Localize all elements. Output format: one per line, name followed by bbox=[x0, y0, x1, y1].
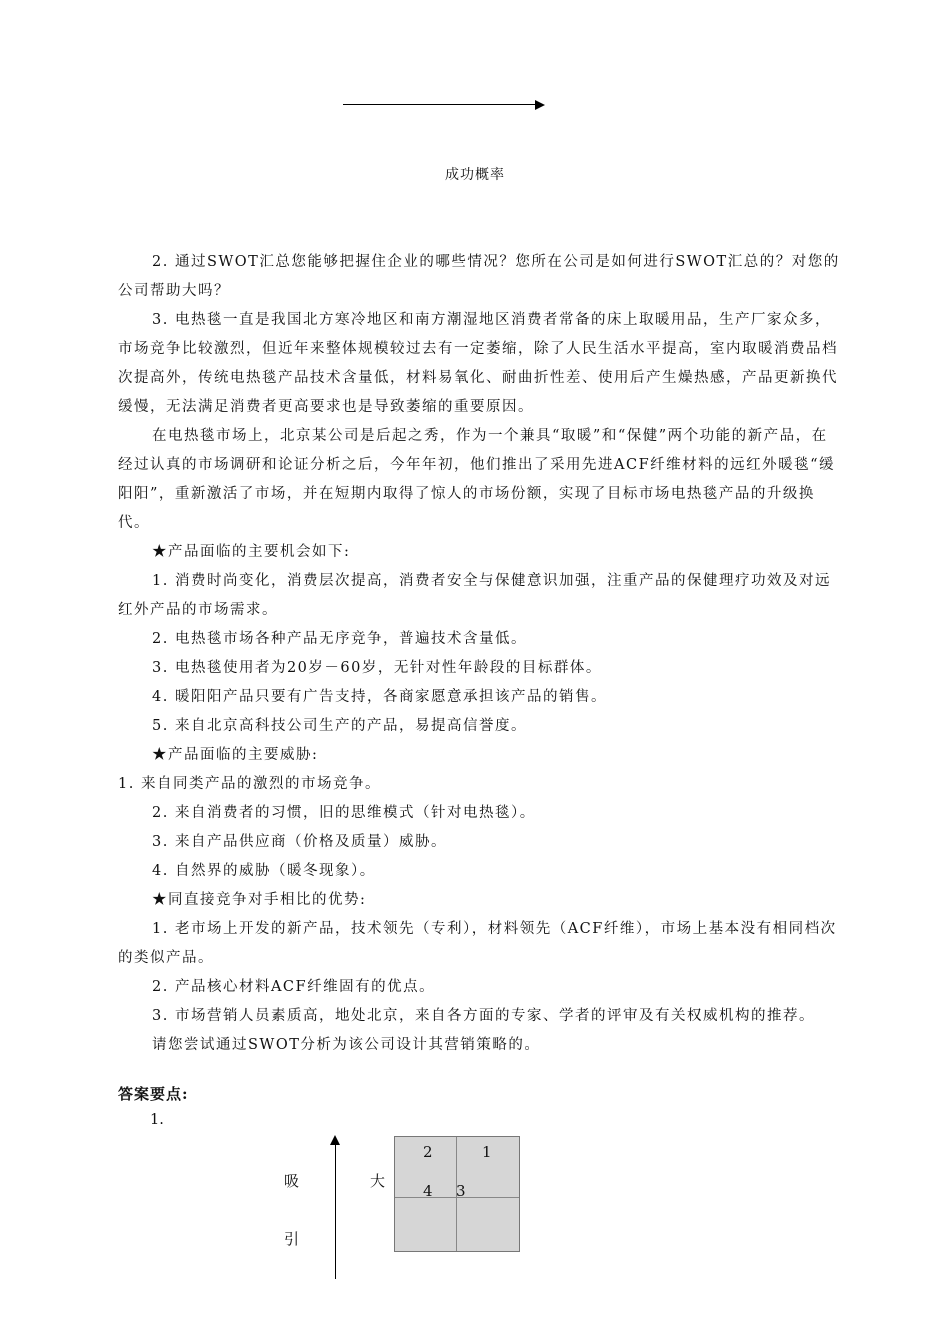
opportunity-item: 2. 电热毯市场各种产品无序竞争，普遍技术含量低。 bbox=[152, 631, 527, 647]
threat-item: 2. 来自消费者的习惯，旧的思维模式（针对电热毯）。 bbox=[152, 805, 536, 821]
y-axis-label-2: 引 bbox=[284, 1230, 300, 1248]
advantage-item: 1. 老市场上开发的新产品，技术领先（专利），材料领先（ACF纤维），市场上基本没有相同档次的类似产品。 bbox=[118, 921, 837, 966]
answer-number: 1. bbox=[150, 1112, 164, 1128]
matrix-cell-3: 3 bbox=[456, 1182, 466, 1200]
matrix-cell-1: 1 bbox=[482, 1143, 492, 1161]
threats-title: ★产品面临的主要威胁: bbox=[152, 747, 319, 763]
matrix-cell-4: 4 bbox=[423, 1182, 433, 1200]
advantage-item: 2. 产品核心材料ACF纤维固有的优点。 bbox=[152, 979, 436, 995]
opportunity-item: 3. 电热毯使用者为20岁－60岁，无针对性年龄段的目标群体。 bbox=[152, 660, 602, 676]
question-3: 3. 电热毯一直是我国北方寒冷地区和南方潮湿地区消费者常备的床上取暖用品，生产厂家众多，市场竞争比较激烈，但近年来整体规模较过去有一定萎缩，除了人民生活水平提高，室内取暖消费品档次提高外，传统电热毯产品技术含量低，材料易氧化、耐曲折性差、使用后产生燥热感，产品更新换代缓慢，无法满足消费者更高要求也是导致萎缩的重要原因。 bbox=[118, 312, 838, 415]
arrow-up-icon bbox=[330, 1135, 340, 1145]
task-prompt: 请您尝试通过SWOT分析为该公司设计其营销策略的。 bbox=[152, 1037, 541, 1053]
page-title: 成功概率 bbox=[445, 167, 505, 183]
big-label: 大 bbox=[370, 1172, 386, 1190]
advantages-title: ★同直接竞争对手相比的优势: bbox=[152, 892, 367, 908]
threat-item: 1. 来自同类产品的激烈的市场竞争。 bbox=[118, 776, 381, 792]
question-3-case: 在电热毯市场上，北京某公司是后起之秀，作为一个兼具“取暖”和“保健”两个功能的新产品，在经过认真的市场调研和论证分析之后，今年年初，他们推出了采用先进ACF纤维材料的远红外暖毯“缓阳阳”，重新激活了市场，并在短期内取得了惊人的市场份额，实现了目标市场电热毯产品的升级换代。 bbox=[118, 428, 836, 531]
arrow-right-icon bbox=[535, 100, 545, 110]
y-axis bbox=[335, 1145, 336, 1279]
opportunities-title: ★产品面临的主要机会如下: bbox=[152, 544, 351, 560]
opportunity-item: 1. 消费时尚变化，消费层次提高，消费者安全与保健意识加强，注重产品的保健理疗功效及对远红外产品的市场需求。 bbox=[118, 573, 831, 618]
opportunity-item: 4. 暖阳阳产品只要有广告支持，各商家愿意承担该产品的销售。 bbox=[152, 689, 607, 705]
advantage-item: 3. 市场营销人员素质高，地处北京，来自各方面的专家、学者的评审及有关权威机构的推荐。 bbox=[152, 1008, 815, 1024]
arrow-line bbox=[343, 104, 536, 105]
document-body bbox=[118, 248, 840, 1060]
matrix-cell-2: 2 bbox=[423, 1143, 433, 1161]
y-axis-label-1: 吸 bbox=[284, 1172, 300, 1190]
threat-item: 4. 自然界的威胁（暖冬现象）。 bbox=[152, 863, 376, 879]
attraction-matrix bbox=[394, 1136, 520, 1252]
opportunity-item: 5. 来自北京高科技公司生产的产品，易提高信誉度。 bbox=[152, 718, 527, 734]
question-2: 2. 通过SWOT汇总您能够把握住企业的哪些情况？您所在公司是如何进行SWOT汇总的？对您的公司帮助大吗？ bbox=[118, 254, 840, 299]
answer-title: 答案要点: bbox=[118, 1085, 189, 1103]
threat-item: 3. 来自产品供应商（价格及质量）威胁。 bbox=[152, 834, 447, 850]
